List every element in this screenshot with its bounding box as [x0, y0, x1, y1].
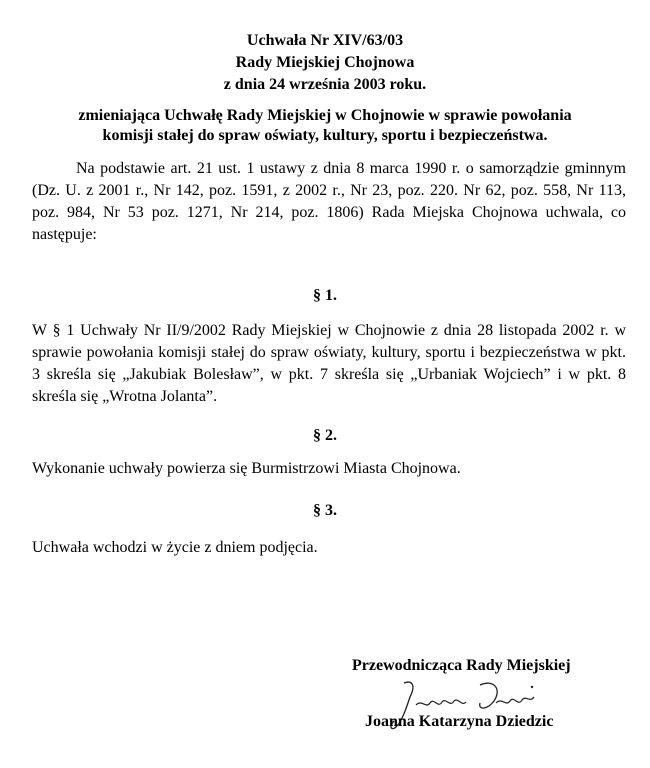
section-1-text: W § 1 Uchwały Nr II/9/2002 Rady Miejskiej w Chojnowie z dnia 28 listopada 2002 r. w sprawie powołania komisji stałej do spraw oświaty, kultury, sportu i bezpieczeństwa w pkt. 3 skreśla się „Jakubiak Bolesław”, w pkt. 7 skreśla się „Urbaniak Wojciech” i w pkt. 8 skreśla się „Wrotna Jolanta”. [32, 322, 626, 405]
signatory-role: Przewodnicząca Rady Miejskiej [352, 657, 571, 674]
resolution-subject [0, 106, 650, 146]
section-1-heading: § 1. [313, 287, 337, 304]
signatory-name: Joanna Katarzyna Dziedzic [365, 713, 554, 730]
header-council: Rady Miejskiej Chojnowa [235, 54, 415, 71]
legal-basis-paragraph: Na podstawie art. 21 ust. 1 ustawy z dnia 8 marca 1990 r. o samorządzie gminnym (Dz. U. z 2001 r., Nr 142, poz. 1591, z 2002 r., Nr 23, poz. 220. Nr 62, poz. 558, Nr 113, poz. 984, Nr 53 poz. 1271, Nr 214, poz. 1806) Rada Miejska Chojnowa uchwala, co następuje: [32, 160, 626, 243]
section-2-text: Wykonanie uchwały powierza się Burmistrzowi Miasta Chojnowa. [32, 460, 461, 477]
subject-line: zmieniająca Uchwałę Rady Miejskiej w Chojnowie w sprawie powołania [78, 107, 572, 124]
header-date: z dnia 24 września 2003 roku. [223, 76, 427, 93]
header-title: Uchwała Nr XIV/63/03 [246, 32, 404, 49]
subject-line: komisji stałej do spraw oświaty, kultury, sportu i bezpieczeństwa. [102, 127, 548, 144]
section-2-heading: § 2. [313, 427, 337, 444]
section-3-text: Uchwała wchodzi w życie z dniem podjęcia. [32, 539, 318, 556]
resolution-header [0, 30, 650, 96]
section-3-heading: § 3. [313, 502, 337, 519]
